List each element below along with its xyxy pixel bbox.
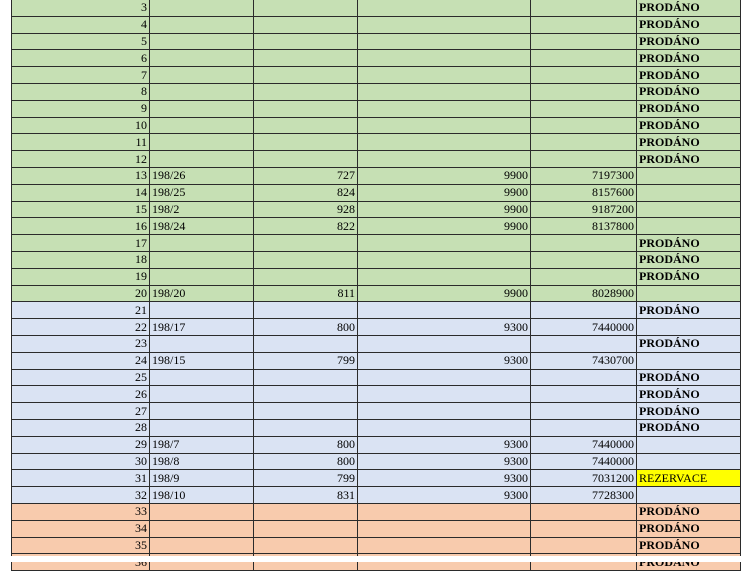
row-number-cell[interactable]: 20 bbox=[12, 285, 150, 302]
area-cell[interactable]: 831 bbox=[254, 487, 358, 504]
unit-price-cell[interactable] bbox=[358, 100, 531, 117]
parcel-id-cell[interactable]: 198/8 bbox=[150, 453, 254, 470]
area-cell[interactable]: 800 bbox=[254, 453, 358, 470]
table-row bbox=[12, 100, 741, 117]
row-number-cell[interactable]: 10 bbox=[12, 117, 150, 134]
unit-price-cell[interactable] bbox=[358, 83, 531, 100]
table-row bbox=[12, 235, 741, 252]
unit-price-cell[interactable]: 9300 bbox=[358, 319, 531, 336]
table-row bbox=[12, 134, 741, 151]
total-price-cell[interactable] bbox=[531, 520, 637, 537]
total-price-cell[interactable] bbox=[531, 335, 637, 352]
area-cell[interactable] bbox=[254, 302, 358, 319]
row-number-cell[interactable]: 16 bbox=[12, 218, 150, 235]
area-cell[interactable] bbox=[254, 520, 358, 537]
row-number-cell[interactable]: 25 bbox=[12, 369, 150, 386]
unit-price-cell[interactable] bbox=[358, 335, 531, 352]
total-price-cell[interactable]: 8028900 bbox=[531, 285, 637, 302]
row-number-cell[interactable]: 34 bbox=[12, 520, 150, 537]
unit-price-cell[interactable] bbox=[358, 67, 531, 84]
parcel-id-cell[interactable] bbox=[150, 235, 254, 252]
status-cell[interactable]: PRODÁNO bbox=[637, 302, 741, 319]
table-row bbox=[12, 33, 741, 50]
status-cell[interactable] bbox=[637, 285, 741, 302]
row-number-cell[interactable]: 17 bbox=[12, 235, 150, 252]
status-cell[interactable]: PRODÁNO bbox=[637, 386, 741, 403]
row-number-cell[interactable]: 9 bbox=[12, 100, 150, 117]
parcel-id-cell[interactable] bbox=[150, 520, 254, 537]
status-cell[interactable]: PRODÁNO bbox=[637, 335, 741, 352]
status-cell[interactable]: PRODÁNO bbox=[637, 520, 741, 537]
table-row bbox=[12, 453, 741, 470]
unit-price-cell[interactable]: 9900 bbox=[358, 167, 531, 184]
total-price-cell[interactable] bbox=[531, 83, 637, 100]
total-price-cell[interactable]: 7197300 bbox=[531, 167, 637, 184]
total-price-cell[interactable] bbox=[531, 50, 637, 67]
status-cell[interactable]: PRODÁNO bbox=[637, 151, 741, 168]
status-cell[interactable] bbox=[637, 167, 741, 184]
area-cell[interactable]: 799 bbox=[254, 352, 358, 369]
unit-price-cell[interactable] bbox=[358, 537, 531, 554]
total-price-cell[interactable] bbox=[531, 33, 637, 50]
row-number-cell[interactable]: 11 bbox=[12, 134, 150, 151]
row-number-cell[interactable]: 24 bbox=[12, 352, 150, 369]
area-cell[interactable] bbox=[254, 235, 358, 252]
status-cell[interactable] bbox=[637, 218, 741, 235]
status-cell[interactable]: PRODÁNO bbox=[637, 67, 741, 84]
area-cell[interactable]: 800 bbox=[254, 319, 358, 336]
parcel-id-cell[interactable] bbox=[150, 134, 254, 151]
unit-price-cell[interactable] bbox=[358, 403, 531, 420]
total-price-cell[interactable]: 7728300 bbox=[531, 487, 637, 504]
parcel-id-cell[interactable] bbox=[150, 268, 254, 285]
table-row bbox=[12, 117, 741, 134]
parcel-id-cell[interactable] bbox=[150, 33, 254, 50]
parcel-id-cell[interactable]: 198/26 bbox=[150, 167, 254, 184]
row-number-cell[interactable]: 6 bbox=[12, 50, 150, 67]
parcel-id-cell[interactable]: 198/7 bbox=[150, 436, 254, 453]
table-row bbox=[12, 268, 741, 285]
row-number-cell[interactable]: 31 bbox=[12, 470, 150, 487]
area-cell[interactable] bbox=[254, 0, 358, 16]
total-price-cell[interactable] bbox=[531, 419, 637, 436]
status-cell[interactable]: PRODÁNO bbox=[637, 50, 741, 67]
parcel-id-cell[interactable] bbox=[150, 67, 254, 84]
unit-price-cell[interactable]: 9900 bbox=[358, 201, 531, 218]
total-price-cell[interactable] bbox=[531, 151, 637, 168]
status-cell[interactable] bbox=[637, 487, 741, 504]
table-row bbox=[12, 184, 741, 201]
status-cell[interactable]: PRODÁNO bbox=[637, 403, 741, 420]
total-price-cell[interactable] bbox=[531, 251, 637, 268]
total-price-cell[interactable]: 7031200 bbox=[531, 470, 637, 487]
row-number-cell[interactable]: 29 bbox=[12, 436, 150, 453]
table-row bbox=[12, 16, 741, 33]
total-price-cell[interactable] bbox=[531, 537, 637, 554]
total-price-cell[interactable] bbox=[531, 386, 637, 403]
table-row bbox=[12, 302, 741, 319]
row-number-cell[interactable]: 32 bbox=[12, 487, 150, 504]
unit-price-cell[interactable] bbox=[358, 503, 531, 520]
unit-price-cell[interactable] bbox=[358, 50, 531, 67]
row-number-cell[interactable]: 28 bbox=[12, 419, 150, 436]
status-cell[interactable]: PRODÁNO bbox=[637, 33, 741, 50]
table-row bbox=[12, 537, 741, 554]
unit-price-cell[interactable] bbox=[358, 117, 531, 134]
parcel-id-cell[interactable] bbox=[150, 151, 254, 168]
area-cell[interactable] bbox=[254, 419, 358, 436]
table-row bbox=[12, 67, 741, 84]
row-number-cell[interactable]: 7 bbox=[12, 67, 150, 84]
table-row bbox=[12, 436, 741, 453]
total-price-cell[interactable] bbox=[531, 302, 637, 319]
bottom-edge bbox=[0, 556, 749, 562]
parcel-id-cell[interactable] bbox=[150, 117, 254, 134]
status-cell[interactable]: PRODÁNO bbox=[637, 537, 741, 554]
total-price-cell[interactable]: 7430700 bbox=[531, 352, 637, 369]
status-cell[interactable] bbox=[637, 201, 741, 218]
status-cell[interactable]: PRODÁNO bbox=[637, 134, 741, 151]
table-row bbox=[12, 201, 741, 218]
parcel-id-cell[interactable] bbox=[150, 386, 254, 403]
status-cell[interactable]: PRODÁNO bbox=[637, 83, 741, 100]
status-cell[interactable]: PRODÁNO bbox=[637, 0, 741, 16]
table-row bbox=[12, 0, 741, 16]
parcel-id-cell[interactable] bbox=[150, 302, 254, 319]
area-cell[interactable] bbox=[254, 16, 358, 33]
total-price-cell[interactable] bbox=[531, 503, 637, 520]
unit-price-cell[interactable] bbox=[358, 520, 531, 537]
total-price-cell[interactable] bbox=[531, 117, 637, 134]
area-cell[interactable] bbox=[254, 50, 358, 67]
table-row bbox=[12, 419, 741, 436]
area-cell[interactable] bbox=[254, 151, 358, 168]
table-row bbox=[12, 218, 741, 235]
status-cell[interactable]: PRODÁNO bbox=[637, 235, 741, 252]
area-cell[interactable] bbox=[254, 134, 358, 151]
unit-price-cell[interactable] bbox=[358, 33, 531, 50]
row-number-cell[interactable]: 27 bbox=[12, 403, 150, 420]
total-price-cell[interactable]: 7440000 bbox=[531, 319, 637, 336]
status-cell[interactable] bbox=[637, 184, 741, 201]
table-row bbox=[12, 251, 741, 268]
row-number-cell[interactable]: 30 bbox=[12, 453, 150, 470]
parcel-id-cell[interactable]: 198/20 bbox=[150, 285, 254, 302]
area-cell[interactable]: 822 bbox=[254, 218, 358, 235]
row-number-cell[interactable]: 33 bbox=[12, 503, 150, 520]
status-cell[interactable] bbox=[637, 319, 741, 336]
table-row bbox=[12, 403, 741, 420]
total-price-cell[interactable]: 8157600 bbox=[531, 184, 637, 201]
status-cell[interactable]: PRODÁNO bbox=[637, 369, 741, 386]
row-number-cell[interactable]: 35 bbox=[12, 537, 150, 554]
parcel-id-cell[interactable]: 198/17 bbox=[150, 319, 254, 336]
parcel-id-cell[interactable]: 198/9 bbox=[150, 470, 254, 487]
area-cell[interactable] bbox=[254, 503, 358, 520]
area-cell[interactable] bbox=[254, 335, 358, 352]
table-row bbox=[12, 319, 741, 336]
area-cell[interactable]: 727 bbox=[254, 167, 358, 184]
parcel-id-cell[interactable] bbox=[150, 251, 254, 268]
unit-price-cell[interactable] bbox=[358, 0, 531, 16]
table-row bbox=[12, 470, 741, 487]
unit-price-cell[interactable] bbox=[358, 235, 531, 252]
unit-price-cell[interactable]: 9300 bbox=[358, 436, 531, 453]
unit-price-cell[interactable] bbox=[358, 369, 531, 386]
unit-price-cell[interactable]: 9900 bbox=[358, 218, 531, 235]
area-cell[interactable] bbox=[254, 251, 358, 268]
parcel-id-cell[interactable] bbox=[150, 537, 254, 554]
area-cell[interactable]: 799 bbox=[254, 470, 358, 487]
unit-price-cell[interactable]: 9900 bbox=[358, 184, 531, 201]
table-row bbox=[12, 151, 741, 168]
parcel-id-cell[interactable] bbox=[150, 0, 254, 16]
table-row bbox=[12, 487, 741, 504]
unit-price-cell[interactable]: 9300 bbox=[358, 470, 531, 487]
parcel-id-cell[interactable]: 198/2 bbox=[150, 201, 254, 218]
status-cell[interactable] bbox=[637, 352, 741, 369]
total-price-cell[interactable] bbox=[531, 0, 637, 16]
parcel-id-cell[interactable] bbox=[150, 419, 254, 436]
row-number-cell[interactable]: 18 bbox=[12, 251, 150, 268]
parcel-id-cell[interactable] bbox=[150, 83, 254, 100]
area-cell[interactable] bbox=[254, 33, 358, 50]
unit-price-cell[interactable]: 9300 bbox=[358, 453, 531, 470]
parcel-id-cell[interactable]: 198/10 bbox=[150, 487, 254, 504]
area-cell[interactable] bbox=[254, 537, 358, 554]
unit-price-cell[interactable]: 9900 bbox=[358, 285, 531, 302]
parcel-id-cell[interactable] bbox=[150, 335, 254, 352]
parcel-id-cell[interactable]: 198/15 bbox=[150, 352, 254, 369]
table-row bbox=[12, 503, 741, 520]
status-cell[interactable]: PRODÁNO bbox=[637, 503, 741, 520]
unit-price-cell[interactable] bbox=[358, 386, 531, 403]
row-number-cell[interactable]: 12 bbox=[12, 151, 150, 168]
row-number-cell[interactable]: 21 bbox=[12, 302, 150, 319]
row-number-cell[interactable]: 5 bbox=[12, 33, 150, 50]
table-row bbox=[12, 386, 741, 403]
row-number-cell[interactable]: 22 bbox=[12, 319, 150, 336]
total-price-cell[interactable]: 7440000 bbox=[531, 436, 637, 453]
parcel-id-cell[interactable] bbox=[150, 503, 254, 520]
row-number-cell[interactable]: 26 bbox=[12, 386, 150, 403]
table-row bbox=[12, 520, 741, 537]
status-cell[interactable]: PRODÁNO bbox=[637, 117, 741, 134]
status-cell[interactable]: PRODÁNO bbox=[637, 16, 741, 33]
total-price-cell[interactable] bbox=[531, 16, 637, 33]
row-number-cell[interactable]: 3 bbox=[12, 0, 150, 16]
total-price-cell[interactable] bbox=[531, 403, 637, 420]
unit-price-cell[interactable]: 9300 bbox=[358, 352, 531, 369]
status-cell[interactable]: PRODÁNO bbox=[637, 419, 741, 436]
total-price-cell[interactable] bbox=[531, 369, 637, 386]
row-number-cell[interactable]: 15 bbox=[12, 201, 150, 218]
area-cell[interactable] bbox=[254, 386, 358, 403]
unit-price-cell[interactable] bbox=[358, 268, 531, 285]
total-price-cell[interactable] bbox=[531, 134, 637, 151]
parcel-id-cell[interactable] bbox=[150, 16, 254, 33]
total-price-cell[interactable]: 8137800 bbox=[531, 218, 637, 235]
row-number-cell[interactable]: 8 bbox=[12, 83, 150, 100]
status-cell[interactable]: PRODÁNO bbox=[637, 100, 741, 117]
area-cell[interactable] bbox=[254, 100, 358, 117]
table-row bbox=[12, 285, 741, 302]
area-cell[interactable]: 824 bbox=[254, 184, 358, 201]
area-cell[interactable]: 928 bbox=[254, 201, 358, 218]
status-cell[interactable]: PRODÁNO bbox=[637, 251, 741, 268]
table-row bbox=[12, 352, 741, 369]
total-price-cell[interactable] bbox=[531, 235, 637, 252]
area-cell[interactable] bbox=[254, 67, 358, 84]
parcel-id-cell[interactable]: 198/25 bbox=[150, 184, 254, 201]
parcel-id-cell[interactable] bbox=[150, 369, 254, 386]
parcel-price-table bbox=[11, 0, 741, 571]
unit-price-cell[interactable] bbox=[358, 251, 531, 268]
status-cell[interactable] bbox=[637, 436, 741, 453]
parcel-id-cell[interactable]: 198/24 bbox=[150, 218, 254, 235]
area-cell[interactable]: 811 bbox=[254, 285, 358, 302]
parcel-id-cell[interactable] bbox=[150, 403, 254, 420]
area-cell[interactable] bbox=[254, 117, 358, 134]
unit-price-cell[interactable]: 9300 bbox=[358, 487, 531, 504]
status-cell[interactable]: REZERVACE bbox=[637, 470, 741, 487]
area-cell[interactable] bbox=[254, 83, 358, 100]
unit-price-cell[interactable] bbox=[358, 419, 531, 436]
parcel-id-cell[interactable] bbox=[150, 100, 254, 117]
row-number-cell[interactable]: 13 bbox=[12, 167, 150, 184]
unit-price-cell[interactable] bbox=[358, 134, 531, 151]
row-number-cell[interactable]: 4 bbox=[12, 16, 150, 33]
parcel-id-cell[interactable] bbox=[150, 50, 254, 67]
table-row bbox=[12, 167, 741, 184]
area-cell[interactable] bbox=[254, 403, 358, 420]
total-price-cell[interactable] bbox=[531, 268, 637, 285]
area-cell[interactable] bbox=[254, 268, 358, 285]
total-price-cell[interactable]: 9187200 bbox=[531, 201, 637, 218]
total-price-cell[interactable] bbox=[531, 67, 637, 84]
unit-price-cell[interactable] bbox=[358, 16, 531, 33]
unit-price-cell[interactable] bbox=[358, 151, 531, 168]
row-number-cell[interactable]: 14 bbox=[12, 184, 150, 201]
row-number-cell[interactable]: 23 bbox=[12, 335, 150, 352]
table-row bbox=[12, 369, 741, 386]
area-cell[interactable] bbox=[254, 369, 358, 386]
status-cell[interactable] bbox=[637, 453, 741, 470]
table-row bbox=[12, 50, 741, 67]
area-cell[interactable]: 800 bbox=[254, 436, 358, 453]
table-row bbox=[12, 83, 741, 100]
status-cell[interactable]: PRODÁNO bbox=[637, 268, 741, 285]
unit-price-cell[interactable] bbox=[358, 302, 531, 319]
row-number-cell[interactable]: 19 bbox=[12, 268, 150, 285]
total-price-cell[interactable] bbox=[531, 100, 637, 117]
table-body bbox=[12, 0, 741, 571]
table-row bbox=[12, 335, 741, 352]
total-price-cell[interactable]: 7440000 bbox=[531, 453, 637, 470]
